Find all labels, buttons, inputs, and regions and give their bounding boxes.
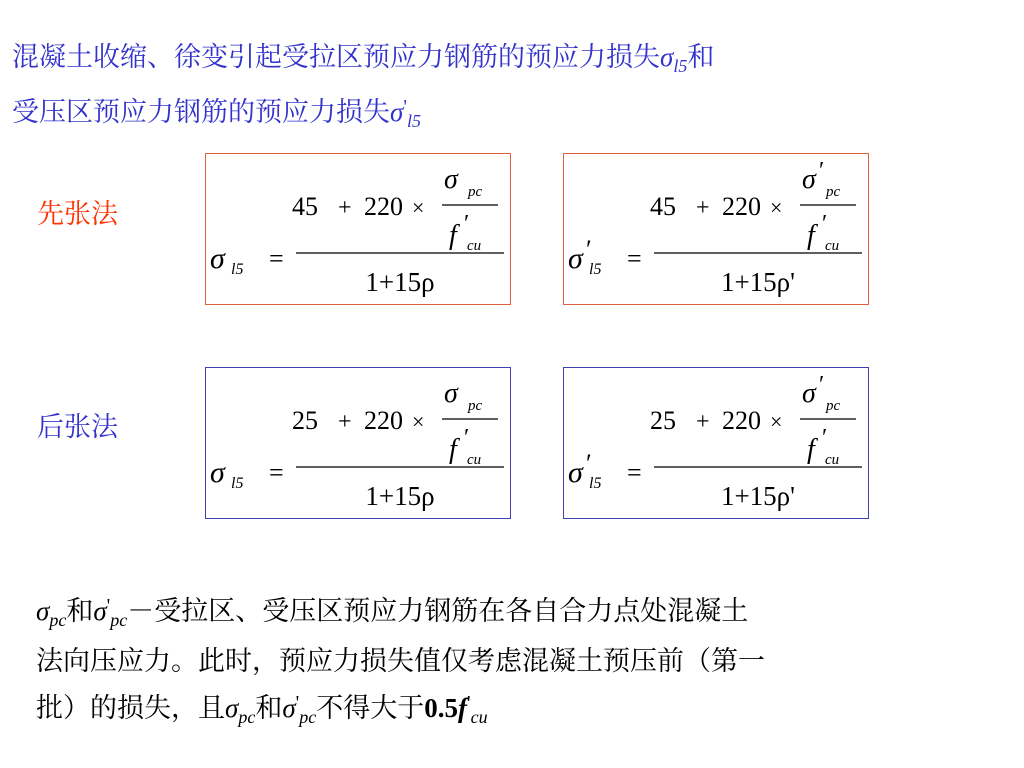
plus-sign: + [696,195,710,221]
f-symbol: f [807,220,815,251]
subscript-l5: l5 [231,261,244,278]
times-sign: × [412,409,425,434]
sigma-symbol: σ [390,97,404,127]
sigma-symbol: σ [802,378,816,409]
note-line-1 [36,588,986,638]
times-sign: × [770,195,783,220]
numerator-coefficient: 220 [364,192,403,221]
heading-line-2 [12,97,1012,130]
prime-mark: ′ [586,449,592,478]
note-line-3 [36,685,986,735]
equals-sign: = [269,244,284,273]
heading-text-1: 混凝土收缩、徐变引起受拉区预应力钢筋的预应力损失 [12,42,660,73]
sigma-symbol: σ [444,164,458,195]
prime-mark: ' [106,595,111,617]
denominator: 1+15ρ [365,481,435,511]
note-line-2: 法向压应力。此时，预应力损失值仅考虑混凝土预压前（第一 [36,646,765,677]
sigma-symbol: σ [568,456,583,489]
numerator-constant: 25 [292,406,318,435]
sigma-symbol: σ [210,456,225,489]
prime-mark: ' [467,692,471,714]
numerator-constant: 45 [650,192,676,221]
subscript-cu: cu [470,707,488,727]
subscript-l5: l5 [589,475,602,492]
subscript-l5: l5 [673,56,688,76]
formula-post-tension [206,368,512,520]
subscript-cu: cu [825,238,840,254]
prime-mark: ′ [819,372,825,398]
subscript-pc: pc [238,707,256,727]
subscript-cu: cu [467,238,482,254]
formula-pre-tension-prime [564,154,870,306]
denominator: 1+15ρ' [720,481,796,511]
prime-mark: ′ [819,158,825,184]
limit-value: 0.5 [424,693,459,723]
sigma-symbol: σ [444,378,458,409]
plus-sign: + [696,409,710,435]
formula-pre-tension [206,154,512,306]
prime-mark: ′ [586,235,592,264]
subscript-pc: pc [826,398,841,414]
formula-post-tension-prime [564,368,870,520]
note-conjunction: 和 [66,596,94,627]
note-text-1: －受拉区、受压区预应力钢筋在各自合力点处混凝土 [127,596,749,627]
equals-sign: = [627,458,642,487]
sigma-symbol: σ [282,693,296,723]
plus-sign: + [338,195,352,221]
equals-sign: = [269,458,284,487]
note-text-3: 批）的损失，且 [36,693,225,724]
formula-box-post-tension [205,367,511,519]
times-sign: × [770,409,783,434]
f-symbol: f [449,220,457,251]
subscript-pc: pc [468,398,483,414]
numerator-constant: 25 [650,406,676,435]
formula-box-pre-tension-prime [563,153,869,305]
subscript-cu: cu [467,452,482,468]
pretension-label: 先张法 [37,199,118,230]
subscript-pc: pc [110,610,128,630]
numerator-coefficient: 220 [722,192,761,221]
f-symbol: f [449,434,457,465]
prime-mark: ′ [822,211,828,237]
prime-mark: ' [403,96,407,118]
sigma-symbol: σ [568,242,583,275]
posttension-label: 后张法 [37,412,118,443]
explanation-note [36,588,986,735]
plus-sign: + [338,409,352,435]
heading-conjunction: 和 [687,42,715,73]
sigma-symbol: σ [36,596,50,626]
subscript-cu: cu [825,452,840,468]
sigma-symbol: σ [225,693,239,723]
note-limit-text: 不得大于 [316,693,425,724]
subscript-l5: l5 [406,111,421,131]
times-sign: × [412,195,425,220]
prime-mark: ′ [464,425,470,451]
f-symbol: f [458,693,468,723]
numerator-constant: 45 [292,192,318,221]
sigma-symbol: σ [93,596,107,626]
subscript-pc: pc [299,707,317,727]
prime-mark: ' [295,692,300,714]
sigma-symbol: σ [660,42,674,72]
sigma-symbol: σ [802,164,816,195]
subscript-pc: pc [468,184,483,200]
denominator: 1+15ρ [365,267,435,297]
note-conjunction: 和 [255,693,283,724]
subscript-l5: l5 [231,475,244,492]
numerator-coefficient: 220 [364,406,403,435]
heading-text-2: 受压区预应力钢筋的预应力损失 [12,97,390,128]
f-symbol: f [807,434,815,465]
equals-sign: = [627,244,642,273]
prime-mark: ′ [822,425,828,451]
denominator: 1+15ρ' [720,267,796,297]
prime-mark: ′ [464,211,470,237]
subscript-pc: pc [49,610,67,630]
formula-box-pre-tension [205,153,511,305]
sigma-symbol: σ [210,242,225,275]
formula-box-post-tension-prime [563,367,869,519]
heading-line-1 [12,42,1012,75]
subscript-pc: pc [826,184,841,200]
numerator-coefficient: 220 [722,406,761,435]
subscript-l5: l5 [589,261,602,278]
